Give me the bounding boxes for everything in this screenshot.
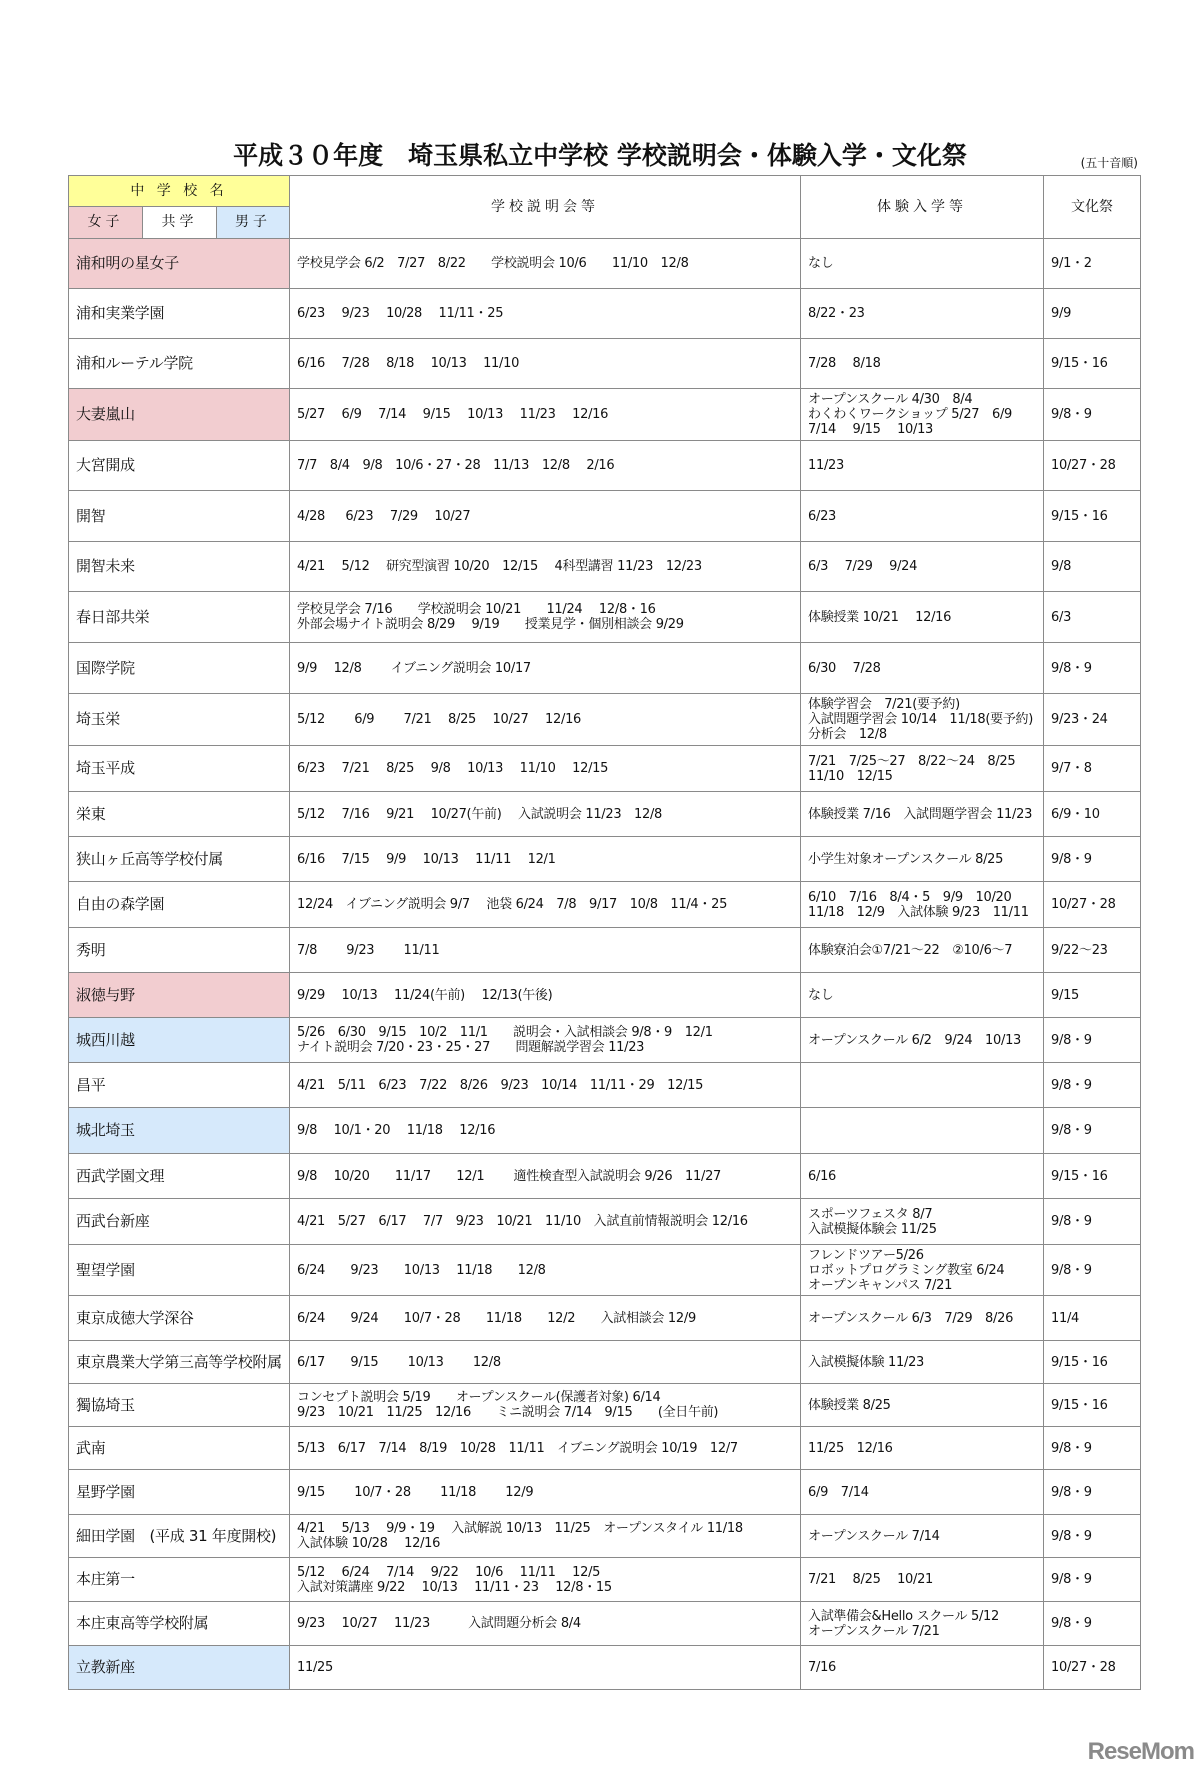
experience-cell: 6/9 7/14	[801, 1470, 1044, 1515]
festival-cell: 9/15・16	[1044, 1384, 1141, 1427]
table-row	[69, 1384, 1141, 1427]
experience-cell: 8/22・23	[801, 289, 1044, 339]
festival-cell: 9/8・9	[1044, 1245, 1141, 1296]
school-name-cell: 大宮開成	[69, 441, 290, 491]
experience-cell: なし	[801, 973, 1044, 1018]
experience-cell: 体験授業 10/21 12/16	[801, 592, 1044, 643]
experience-cell: オープンスクール 4/30 8/4 わくわくワークショップ 5/27 6/9 7/14 9/15 10/13	[801, 389, 1044, 441]
school-name-cell: 西武台新座	[69, 1199, 290, 1245]
festival-cell: 9/1・2	[1044, 239, 1141, 289]
experience-cell: 体験授業 7/16 入試問題学習会 11/23	[801, 792, 1044, 837]
festival-cell: 9/8・9	[1044, 1108, 1141, 1154]
school-name-cell: 獨協埼玉	[69, 1384, 290, 1427]
table-row	[69, 882, 1141, 928]
table-row	[69, 1341, 1141, 1384]
experience-cell: 11/25 12/16	[801, 1427, 1044, 1470]
table-row	[69, 1154, 1141, 1199]
experience-cell: オープンスクール 7/14	[801, 1515, 1044, 1558]
briefing-cell: 9/8 10/1・20 11/18 12/16	[290, 1108, 801, 1154]
briefing-cell: 4/21 5/11 6/23 7/22 8/26 9/23 10/14 11/11・29 12/15	[290, 1063, 801, 1108]
school-name-cell: 浦和明の星女子	[69, 239, 290, 289]
briefing-cell: 9/15 10/7・28 11/18 12/9	[290, 1470, 801, 1515]
legend-girls: 女子	[69, 207, 143, 239]
briefing-cell: 5/12 7/16 9/21 10/27(午前) 入試説明会 11/23 12/8	[290, 792, 801, 837]
school-name-cell: 開智	[69, 491, 290, 542]
experience-cell: スポーツフェスタ 8/7 入試模擬体験会 11/25	[801, 1199, 1044, 1245]
table-row	[69, 1199, 1141, 1245]
school-name-cell: 細田学園 (平成 31 年度開校)	[69, 1515, 290, 1558]
festival-cell: 9/22～23	[1044, 928, 1141, 973]
festival-cell: 9/9	[1044, 289, 1141, 339]
festival-cell: 10/27・28	[1044, 441, 1141, 491]
briefing-cell: 7/8 9/23 11/11	[290, 928, 801, 973]
school-name-cell: 城西川越	[69, 1018, 290, 1063]
table-row	[69, 1063, 1141, 1108]
festival-cell: 9/15・16	[1044, 1341, 1141, 1384]
briefing-cell: 6/23 7/21 8/25 9/8 10/13 11/10 12/15	[290, 746, 801, 792]
briefing-cell: 5/12 6/9 7/21 8/25 10/27 12/16	[290, 694, 801, 746]
festival-cell: 9/8	[1044, 542, 1141, 592]
festival-cell: 9/15	[1044, 973, 1141, 1018]
table-row	[69, 1427, 1141, 1470]
table-row	[69, 746, 1141, 792]
experience-cell: 小学生対象オープンスクール 8/25	[801, 837, 1044, 882]
header-briefing: 学校説明会等	[290, 176, 801, 239]
briefing-cell: コンセプト説明会 5/19 オープンスクール(保護者対象) 6/14 9/23 10/21 11/25 12/16 ミニ説明会 7/14 9/15 (全日午前)	[290, 1384, 801, 1427]
briefing-cell: 12/24 イブニング説明会 9/7 池袋 6/24 7/8 9/17 10/8 11/4・25	[290, 882, 801, 928]
school-name-cell: 東京農業大学第三高等学校附属	[69, 1341, 290, 1384]
festival-cell: 11/4	[1044, 1296, 1141, 1341]
school-name-cell: 東京成徳大学深谷	[69, 1296, 290, 1341]
festival-cell: 9/8・9	[1044, 837, 1141, 882]
experience-cell: 7/28 8/18	[801, 339, 1044, 389]
table-row	[69, 339, 1141, 389]
legend-boys: 男子	[217, 207, 290, 239]
table-row	[69, 1470, 1141, 1515]
table-row	[69, 1245, 1141, 1296]
festival-cell: 10/27・28	[1044, 882, 1141, 928]
festival-cell: 6/9・10	[1044, 792, 1141, 837]
experience-cell: 体験授業 8/25	[801, 1384, 1044, 1427]
table-row	[69, 643, 1141, 694]
experience-cell: なし	[801, 239, 1044, 289]
header-experience: 体験入学等	[801, 176, 1044, 239]
experience-cell: 6/30 7/28	[801, 643, 1044, 694]
briefing-cell: 5/27 6/9 7/14 9/15 10/13 11/23 12/16	[290, 389, 801, 441]
table-row	[69, 694, 1141, 746]
experience-cell	[801, 1108, 1044, 1154]
experience-cell: 7/21 8/25 10/21	[801, 1558, 1044, 1602]
experience-cell: オープンスクール 6/3 7/29 8/26	[801, 1296, 1044, 1341]
festival-cell: 9/8・9	[1044, 1199, 1141, 1245]
festival-cell: 9/8・9	[1044, 1558, 1141, 1602]
school-name-cell: 埼玉平成	[69, 746, 290, 792]
briefing-cell: 5/12 6/24 7/14 9/22 10/6 11/11 12/5 入試対策講座 9/22 10/13 11/11・23 12/8・15	[290, 1558, 801, 1602]
table-row	[69, 973, 1141, 1018]
header-school-name: 中 学 校 名	[69, 176, 290, 207]
school-name-cell: 城北埼玉	[69, 1108, 290, 1154]
briefing-cell: 4/21 5/12 研究型演習 10/20 12/15 4科型講習 11/23 12/23	[290, 542, 801, 592]
school-name-cell: 秀明	[69, 928, 290, 973]
briefing-cell: 6/23 9/23 10/28 11/11・25	[290, 289, 801, 339]
briefing-cell: 6/16 7/28 8/18 10/13 11/10	[290, 339, 801, 389]
table-row	[69, 792, 1141, 837]
table-row	[69, 1558, 1141, 1602]
order-note: (五十音順)	[1080, 156, 1138, 170]
school-name-cell: 埼玉栄	[69, 694, 290, 746]
table-row	[69, 928, 1141, 973]
table-row	[69, 239, 1141, 289]
briefing-cell: 5/13 6/17 7/14 8/19 10/28 11/11 イブニング説明会 10/19 12/7	[290, 1427, 801, 1470]
festival-cell: 9/8・9	[1044, 1018, 1141, 1063]
briefing-cell: 5/26 6/30 9/15 10/2 11/1 説明会・入試相談会 9/8・9 12/1 ナイト説明会 7/20・23・25・27 問題解説学習会 11/23	[290, 1018, 801, 1063]
festival-cell: 9/15・16	[1044, 339, 1141, 389]
festival-cell: 9/8・9	[1044, 389, 1141, 441]
experience-cell: 6/23	[801, 491, 1044, 542]
festival-cell: 6/3	[1044, 592, 1141, 643]
table-row	[69, 542, 1141, 592]
briefing-cell: 6/16 7/15 9/9 10/13 11/11 12/1	[290, 837, 801, 882]
festival-cell: 9/8・9	[1044, 1063, 1141, 1108]
festival-cell: 9/8・9	[1044, 1602, 1141, 1646]
briefing-cell: 6/24 9/23 10/13 11/18 12/8	[290, 1245, 801, 1296]
experience-cell: 7/21 7/25～27 8/22～24 8/25 11/10 12/15	[801, 746, 1044, 792]
table-row	[69, 441, 1141, 491]
experience-cell: 入試準備会&Hello スクール 5/12 オープンスクール 7/21	[801, 1602, 1044, 1646]
table-row	[69, 289, 1141, 339]
briefing-cell: 6/17 9/15 10/13 12/8	[290, 1341, 801, 1384]
school-name-cell: 昌平	[69, 1063, 290, 1108]
briefing-cell: 11/25	[290, 1646, 801, 1690]
festival-cell: 9/15・16	[1044, 1154, 1141, 1199]
experience-cell: 7/16	[801, 1646, 1044, 1690]
school-name-cell: 国際学院	[69, 643, 290, 694]
briefing-cell: 7/7 8/4 9/8 10/6・27・28 11/13 12/8 2/16	[290, 441, 801, 491]
briefing-cell: 9/9 12/8 イブニング説明会 10/17	[290, 643, 801, 694]
resemom-logo: ReseMom	[1087, 1738, 1194, 1765]
school-name-cell: 聖望学園	[69, 1245, 290, 1296]
experience-cell: 体験学習会 7/21(要予約) 入試問題学習会 10/14 11/18(要予約) 分析会 12/8	[801, 694, 1044, 746]
table-row	[69, 1646, 1141, 1690]
briefing-cell: 6/24 9/24 10/7・28 11/18 12/2 入試相談会 12/9	[290, 1296, 801, 1341]
festival-cell: 9/8・9	[1044, 643, 1141, 694]
school-name-cell: 武南	[69, 1427, 290, 1470]
school-name-cell: 大妻嵐山	[69, 389, 290, 441]
school-name-cell: 春日部共栄	[69, 592, 290, 643]
briefing-cell: 学校見学会 6/2 7/27 8/22 学校説明会 10/6 11/10 12/8	[290, 239, 801, 289]
school-events-table	[68, 175, 1141, 1690]
experience-cell	[801, 1063, 1044, 1108]
school-name-cell: 星野学園	[69, 1470, 290, 1515]
experience-cell: 体験寮泊会①7/21～22 ②10/6～7	[801, 928, 1044, 973]
festival-cell: 9/8・9	[1044, 1470, 1141, 1515]
legend-coed: 共学	[143, 207, 217, 239]
header-festival: 文化祭	[1044, 176, 1141, 239]
experience-cell: 6/3 7/29 9/24	[801, 542, 1044, 592]
school-name-cell: 西武学園文理	[69, 1154, 290, 1199]
table-row	[69, 389, 1141, 441]
school-name-cell: 淑徳与野	[69, 973, 290, 1018]
festival-cell: 9/15・16	[1044, 491, 1141, 542]
briefing-cell: 9/23 10/27 11/23 入試問題分析会 8/4	[290, 1602, 801, 1646]
table-row	[69, 1296, 1141, 1341]
table-row	[69, 1602, 1141, 1646]
school-name-cell: 狭山ヶ丘高等学校付属	[69, 837, 290, 882]
festival-cell: 9/23・24	[1044, 694, 1141, 746]
table-row	[69, 1515, 1141, 1558]
table-row	[69, 1108, 1141, 1154]
school-name-cell: 浦和ルーテル学院	[69, 339, 290, 389]
school-name-cell: 立教新座	[69, 1646, 290, 1690]
table-row	[69, 592, 1141, 643]
briefing-cell: 4/21 5/13 9/9・19 入試解説 10/13 11/25 オープンスタイル 11/18 入試体験 10/28 12/16	[290, 1515, 801, 1558]
festival-cell: 9/8・9	[1044, 1515, 1141, 1558]
experience-cell: フレンドツアー5/26 ロボットプログラミング教室 6/24 オープンキャンパス 7/21	[801, 1245, 1044, 1296]
school-name-cell: 浦和実業学園	[69, 289, 290, 339]
experience-cell: オープンスクール 6/2 9/24 10/13	[801, 1018, 1044, 1063]
experience-cell: 11/23	[801, 441, 1044, 491]
page-title: 平成３０年度 埼玉県私立中学校 学校説明会・体験入学・文化祭	[233, 141, 967, 170]
briefing-cell: 9/8 10/20 11/17 12/1 適性検査型入試説明会 9/26 11/27	[290, 1154, 801, 1199]
briefing-cell: 4/21 5/27 6/17 7/7 9/23 10/21 11/10 入試直前情報説明会 12/16	[290, 1199, 801, 1245]
table-row	[69, 1018, 1141, 1063]
school-name-cell: 本庄第一	[69, 1558, 290, 1602]
briefing-cell: 4/28 6/23 7/29 10/27	[290, 491, 801, 542]
briefing-cell: 学校見学会 7/16 学校説明会 10/21 11/24 12/8・16 外部会場ナイト説明会 8/29 9/19 授業見学・個別相談会 9/29	[290, 592, 801, 643]
school-name-cell: 自由の森学園	[69, 882, 290, 928]
festival-cell: 9/7・8	[1044, 746, 1141, 792]
festival-cell: 9/8・9	[1044, 1427, 1141, 1470]
festival-cell: 10/27・28	[1044, 1646, 1141, 1690]
table-row	[69, 837, 1141, 882]
experience-cell: 入試模擬体験 11/23	[801, 1341, 1044, 1384]
briefing-cell: 9/29 10/13 11/24(午前) 12/13(午後)	[290, 973, 801, 1018]
school-name-cell: 本庄東高等学校附属	[69, 1602, 290, 1646]
school-name-cell: 栄東	[69, 792, 290, 837]
experience-cell: 6/16	[801, 1154, 1044, 1199]
table-row	[69, 491, 1141, 542]
experience-cell: 6/10 7/16 8/4・5 9/9 10/20 11/18 12/9 入試体験 9/23 11/11	[801, 882, 1044, 928]
school-name-cell: 開智未来	[69, 542, 290, 592]
